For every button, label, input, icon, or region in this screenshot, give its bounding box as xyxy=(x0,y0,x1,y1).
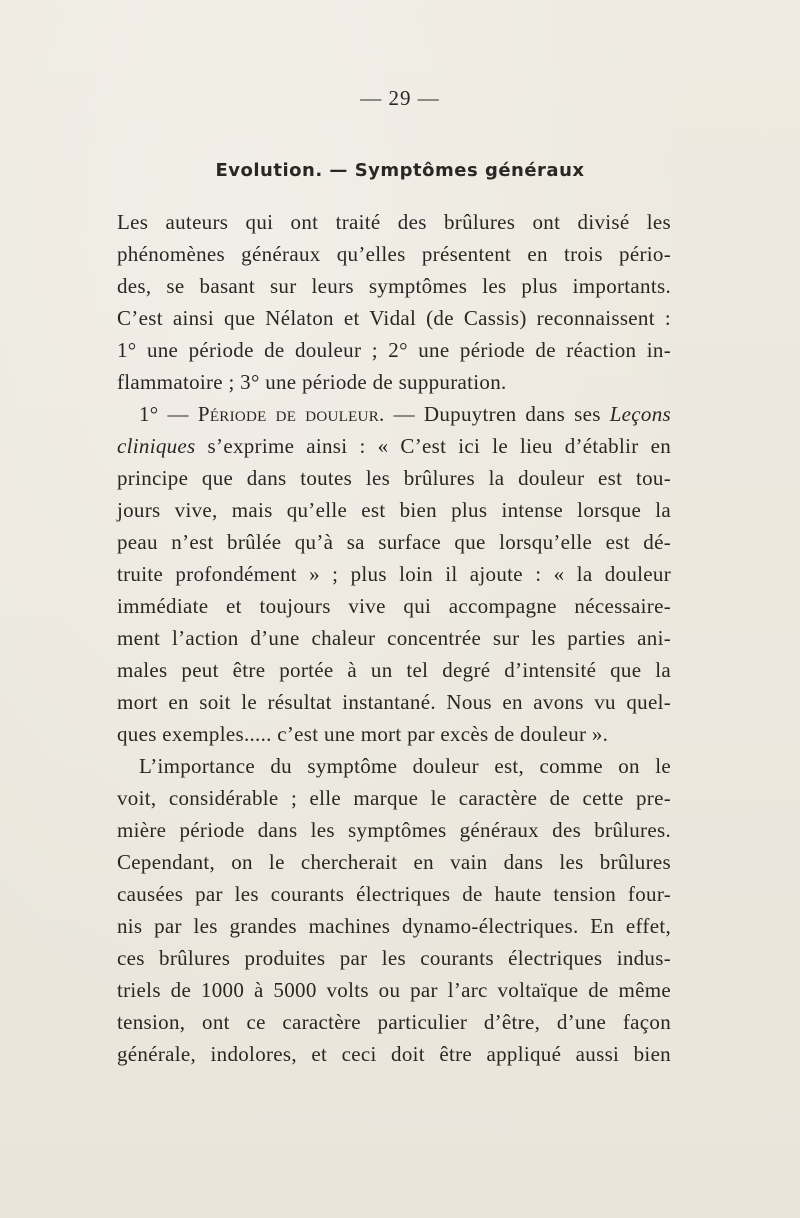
text-line: mort en soit le résultat instantané. Nous en avons vu quel- xyxy=(117,690,671,714)
text-line: C’est ainsi que Nélaton et Vidal (de Cassis) reconnaissent : xyxy=(117,306,671,330)
text-line: ques exemples..... c’est une mort par excès de douleur ». xyxy=(117,722,609,746)
text-line: Cependant, on le chercherait en vain dans les brûlures xyxy=(117,850,671,874)
text-line: ces brûlures produites par les courants électriques indus- xyxy=(117,946,671,970)
text-line: 1° une période de douleur ; 2° une période de réaction in- xyxy=(117,338,671,362)
text-line: triels de 1000 à 5000 volts ou par l’arc voltaïque de même xyxy=(117,978,671,1002)
text-line: causées par les courants électriques de haute tension four- xyxy=(117,882,671,906)
section-title: Evolution. — Symptômes généraux xyxy=(215,160,585,181)
text-line: flammatoire ; 3° une période de suppuration. xyxy=(117,370,507,394)
text-line: principe que dans toutes les brûlures la douleur est tou- xyxy=(117,466,671,490)
body-text xyxy=(117,206,671,1070)
text-line: voit, considérable ; elle marque le caractère de cette pre- xyxy=(117,786,671,810)
text-line: peau n’est brûlée qu’à sa surface que lorsqu’elle est dé- xyxy=(117,530,671,554)
section-number: 1° — xyxy=(139,402,198,426)
text-line: phénomènes généraux qu’elles présentent en trois pério- xyxy=(117,242,671,266)
text-line: nis par les grandes machines dynamo-électriques. En effet, xyxy=(117,914,671,938)
text-line: truite profondément » ; plus loin il ajoute : « la douleur xyxy=(117,562,671,586)
text-line: ment l’action d’une chaleur concentrée sur les parties ani- xyxy=(117,626,671,650)
italic-title: Leçons xyxy=(609,402,671,426)
text-line: générale, indolores, et ceci doit être appliqué aussi bien xyxy=(117,1042,671,1066)
text-line: Les auteurs qui ont traité des brûlures ont divisé les xyxy=(117,210,671,234)
text-line: tension, ont ce caractère particulier d’être, d’une façon xyxy=(117,1010,671,1034)
text-run: . — Dupuytren dans ses xyxy=(379,402,610,426)
text-line: mière période dans les symptômes généraux des brûlures. xyxy=(117,818,671,842)
text-run: s’exprime ainsi : « C’est ici le lieu d’établir en xyxy=(195,434,671,458)
page-number: — 29 — xyxy=(360,86,440,110)
section-heading-small-caps: Période de douleur xyxy=(197,402,379,426)
text-line xyxy=(117,430,671,462)
italic-title: cliniques xyxy=(117,434,196,458)
text-line: males peut être portée à un tel degré d’intensité que la xyxy=(117,658,671,682)
text-line-section-start xyxy=(117,398,671,430)
text-line: jours vive, mais qu’elle est bien plus intense lorsque la xyxy=(117,498,671,522)
text-line: immédiate et toujours vive qui accompagne nécessaire- xyxy=(117,594,671,618)
text-line: des, se basant sur leurs symptômes les plus importants. xyxy=(117,274,671,298)
text-line: L’importance du symptôme douleur est, comme on le xyxy=(139,754,671,778)
